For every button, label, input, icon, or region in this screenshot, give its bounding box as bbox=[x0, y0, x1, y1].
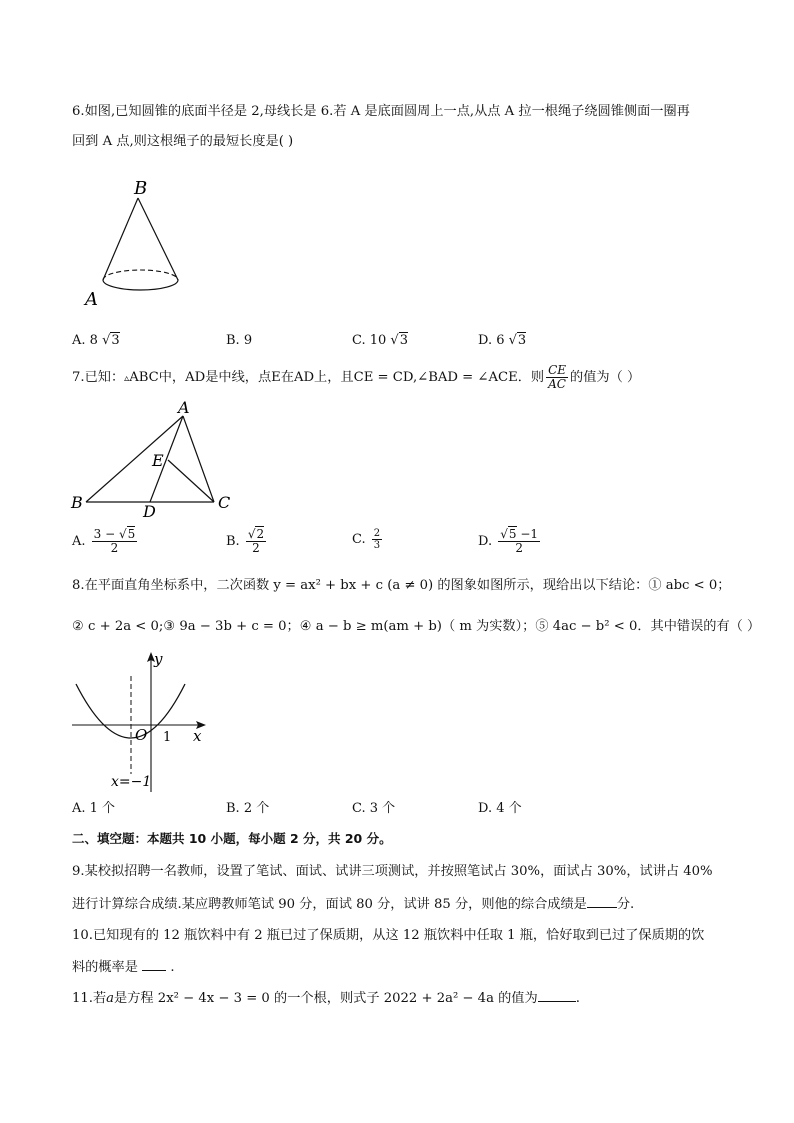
q10-answer-blank[interactable] bbox=[142, 956, 166, 971]
q11-answer-blank[interactable] bbox=[538, 987, 576, 1002]
q8-option-d[interactable]: D. 4 个 bbox=[478, 801, 522, 816]
cone-base-back bbox=[103, 270, 178, 280]
q8-option-c[interactable]: C. 3 个 bbox=[352, 801, 396, 816]
label-c: C bbox=[218, 493, 231, 512]
q8-option-a[interactable]: A. 1 个 bbox=[72, 801, 116, 816]
q11-prefix: 11.若 bbox=[72, 991, 107, 1006]
cone-base-front bbox=[103, 280, 178, 290]
q6-option-b[interactable] bbox=[226, 332, 252, 350]
q7-option-d-label: D. bbox=[478, 534, 493, 549]
q8-line1: 8.在平面直角坐标系中，二次函数 y = ax² + bx + c (a ≠ 0) 的图象如图所示，现给出以下结论：① abc < 0； bbox=[72, 578, 731, 593]
x-axis-label: x bbox=[193, 727, 202, 745]
cone-label-base: A bbox=[85, 289, 98, 310]
segment-ce bbox=[168, 460, 214, 502]
q6-line2: 回到 A 点,则这根绳子的最短长度是( ) bbox=[72, 134, 294, 149]
q6-option-d[interactable]: D. 6 √3 bbox=[478, 333, 527, 348]
q7-prefix: 7.已知： bbox=[72, 370, 125, 385]
q7-option-b-label: B. bbox=[226, 534, 240, 549]
label-a: A bbox=[178, 398, 190, 417]
q7-option-c-label: C. bbox=[352, 532, 366, 547]
q9-answer-blank[interactable] bbox=[587, 893, 617, 908]
q6-option-c[interactable]: C. 10 √3 bbox=[352, 333, 408, 348]
q11-line bbox=[72, 987, 734, 1009]
q8-line2: ② c + 2a < 0;③ 9a − 3b + c = 0；④ a − b ≥ m(am + b)（ m 为实数）；⑤ 4ac − b² < 0．其中错误的有（ ） bbox=[72, 619, 761, 634]
q7-option-d-radicand: 5 bbox=[508, 527, 517, 541]
q6-option-c-radicand: 3 bbox=[399, 333, 408, 348]
q7-option-b[interactable] bbox=[226, 528, 268, 555]
q6-option-a-label: A. 8 bbox=[72, 333, 98, 348]
cone-right-edge bbox=[138, 198, 178, 280]
q7-fraction-numerator: CE bbox=[548, 363, 567, 377]
q9-line2 bbox=[72, 893, 734, 915]
label-e: E bbox=[152, 451, 164, 470]
label-d: D bbox=[143, 502, 156, 520]
q6-option-d-label: D. 6 bbox=[478, 333, 505, 348]
q11-suffix: . bbox=[575, 991, 580, 1006]
q7-option-a-label: A. bbox=[72, 534, 86, 549]
q7-line bbox=[72, 364, 734, 392]
cone-left-edge bbox=[103, 198, 138, 280]
q7-option-a-num-term: 3 − bbox=[93, 527, 116, 541]
q6-option-b-label: B. 9 bbox=[226, 333, 253, 348]
q8-option-b[interactable]: B. 2 个 bbox=[226, 801, 270, 816]
q6-line1: 6.如图,已知圆锥的底面半径是 2,母线长是 6.若 A 是底面圆周上一点,从点 A 拉一根绳子绕圆锥侧面一圈再 bbox=[72, 104, 690, 119]
side-ac bbox=[183, 416, 214, 502]
q6-option-c-label: C. 10 bbox=[352, 333, 387, 348]
q10-line2-text: 料的概率是 bbox=[72, 960, 138, 975]
q7-option-c-num: 2 bbox=[373, 528, 381, 539]
q7-fraction-denominator: AC bbox=[548, 377, 566, 391]
q10-line2-suffix: . bbox=[170, 960, 175, 975]
q6-option-d-radicand: 3 bbox=[517, 333, 527, 348]
q10-line1: 10.已知现有的 12 瓶饮料中有 2 瓶已过了保质期，从这 12 瓶饮料中任取 1 瓶，恰好取到已过了保质期的饮 bbox=[72, 928, 705, 943]
q7-option-c-den: 3 bbox=[373, 540, 381, 551]
cone-figure bbox=[80, 178, 190, 313]
q7-option-d-den: 2 bbox=[515, 541, 523, 555]
q7-option-c[interactable] bbox=[352, 528, 384, 551]
q7-suffix: 的值为（ ） bbox=[570, 370, 641, 385]
tick-one-label: 1 bbox=[163, 730, 172, 745]
q9-line1: 9.某校拟招聘一名教师，设置了笔试、面试、试讲三项测试，并按照笔试占 30%，面试占 30%，试讲占 40% bbox=[72, 864, 713, 879]
parabola-figure bbox=[66, 646, 216, 796]
q7-option-d[interactable] bbox=[478, 528, 542, 555]
q7-option-d-fraction: $\frac{√5 -1}{2}$ bbox=[500, 527, 539, 555]
q7-option-b-fraction: $\frac{√2}{2}$ bbox=[247, 527, 265, 555]
cone-label-apex: B bbox=[134, 178, 148, 199]
side-ab bbox=[86, 416, 183, 502]
y-axis-label: y bbox=[154, 650, 163, 668]
label-b: B bbox=[71, 493, 83, 512]
section-heading: 二、填空题：本题共 10 小题，每小题 2 分，共 20 分。 bbox=[72, 831, 392, 846]
q7-option-d-num-term: −1 bbox=[516, 527, 539, 541]
q7-fraction bbox=[546, 364, 568, 391]
triangle-figure bbox=[68, 398, 238, 520]
q9-line2-text: 进行计算综合成绩.某应聘教师笔试 90 分，面试 80 分，试讲 85 分，则他的综合成绩是 bbox=[72, 897, 587, 912]
q11-variable: a bbox=[106, 991, 115, 1006]
q11-statement: 是方程 2x² − 4x − 3 = 0 的一个根，则式子 2022 + 2a² − 4a 的值为 bbox=[114, 991, 538, 1006]
symmetry-axis-label: x=−1 bbox=[111, 774, 152, 790]
q6-option-a-radicand: 3 bbox=[111, 333, 120, 348]
q7-statement: ABC中，AD是中线，点E在AD上，且CE = CD,∠BAD = ∠ACE．则 bbox=[129, 370, 545, 385]
q7-option-a-radicand: 5 bbox=[127, 527, 136, 541]
q7-option-a[interactable] bbox=[72, 528, 139, 555]
triangle-symbol: ▵ bbox=[124, 373, 130, 384]
q7-option-a-den: 2 bbox=[110, 541, 119, 555]
origin-label: O bbox=[135, 726, 148, 744]
q6-option-a[interactable]: A. 8 √3 bbox=[72, 333, 120, 348]
q7-option-a-fraction: $\frac{3 - √5}{2}$ bbox=[93, 527, 136, 555]
q7-option-b-radicand: 2 bbox=[256, 527, 265, 541]
q7-option-c-fraction bbox=[372, 528, 382, 551]
q9-line2-suffix: 分. bbox=[616, 897, 635, 912]
q7-option-b-den: 2 bbox=[252, 541, 260, 555]
q10-line2 bbox=[72, 956, 734, 978]
